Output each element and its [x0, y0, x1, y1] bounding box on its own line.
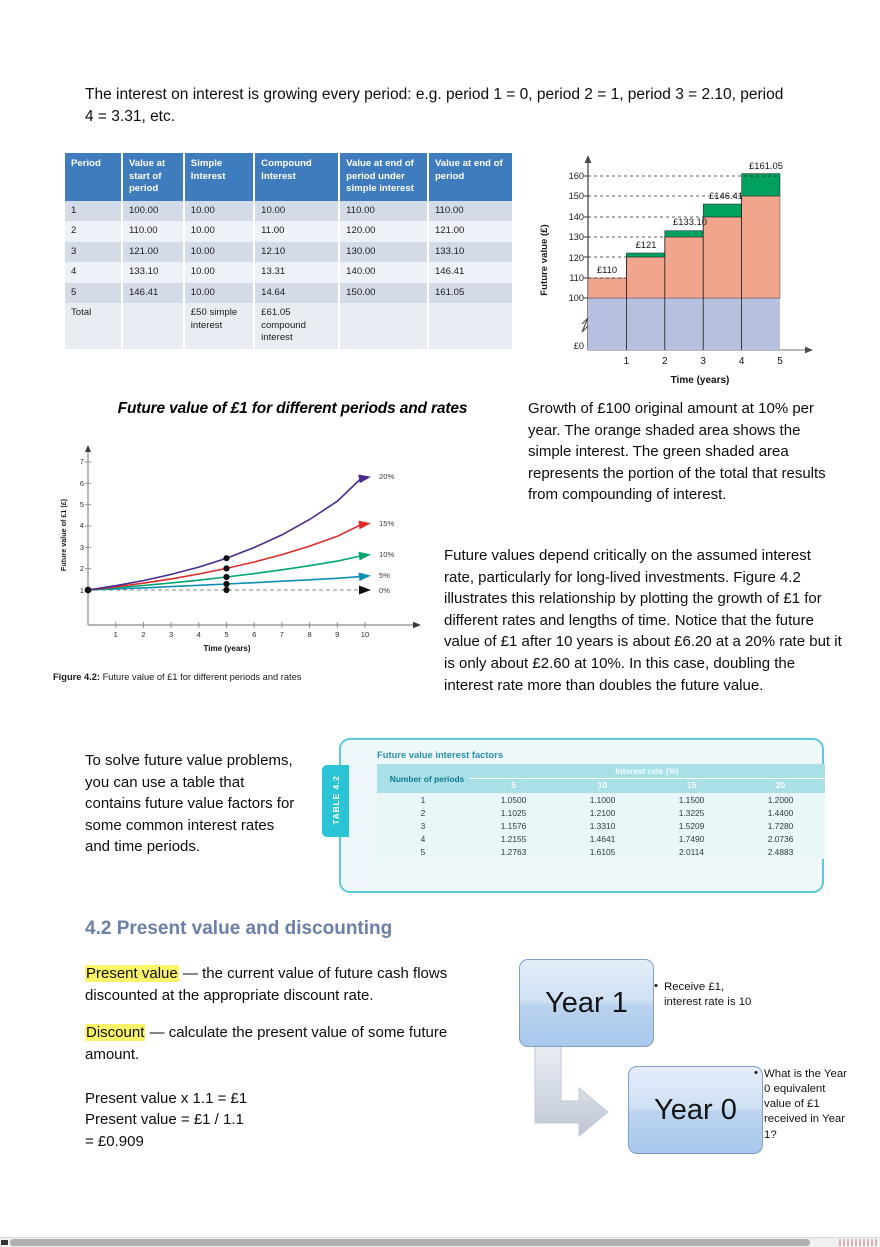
series-label-0: 0% — [379, 586, 390, 595]
cell-factor-15: 1.5209 — [647, 819, 736, 832]
line-chart-title: Future value of £1 for different periods and rates — [117, 400, 468, 417]
cell-total-blank1 — [122, 303, 184, 348]
definition-present-value — [85, 963, 485, 1007]
svg-text:3: 3 — [168, 630, 174, 639]
definition-present-value-body: — the current value of future cash flows discounted at the appropriate discount rate. — [85, 965, 448, 1004]
table-4-2-tab — [322, 765, 349, 837]
svg-text:£133.10: £133.10 — [673, 216, 707, 227]
table-4-2-row — [377, 833, 825, 846]
rate-col-15: 15 — [647, 779, 736, 794]
cell-end: 133.10 — [428, 242, 512, 262]
bullet-icon: • — [754, 1067, 758, 1079]
svg-text:£161.05: £161.05 — [749, 160, 783, 171]
cell-factor-5: 1.1576 — [469, 819, 558, 832]
cell-periods: 4 — [377, 833, 469, 846]
svg-text:2: 2 — [141, 630, 146, 639]
table-header-row — [65, 153, 512, 201]
cell-total-blank3 — [428, 303, 512, 348]
section-heading: 4.2 Present value and discounting — [85, 918, 393, 939]
svg-text:£0: £0 — [573, 341, 584, 351]
cell-value-start: 100.00 — [122, 201, 184, 221]
col-header-value-end-simple: Value at end of period under simple interest — [339, 153, 428, 201]
series-label-15: 15% — [379, 519, 395, 528]
cell-periods: 5 — [377, 846, 469, 859]
cell-total-blank2 — [339, 303, 428, 348]
cell-end-simple: 150.00 — [339, 283, 428, 303]
series-label-20: 20% — [379, 472, 395, 481]
svg-text:3: 3 — [79, 543, 84, 552]
cell-periods: 3 — [377, 819, 469, 832]
bullet-icon: • — [654, 980, 658, 992]
term-present-value: Present value — [86, 965, 178, 982]
rate-col-5: 5 — [469, 779, 558, 794]
svg-text:130: 130 — [568, 232, 584, 242]
cell-period: 5 — [65, 283, 122, 303]
table-4-2-title: Future value interest factors — [377, 749, 504, 760]
year-1-box: Year 1 — [519, 959, 654, 1047]
rate-col-20: 20 — [736, 779, 825, 794]
cell-simple: 10.00 — [184, 242, 254, 262]
svg-text:100: 100 — [568, 293, 584, 303]
cell-factor-5: 1.2155 — [469, 833, 558, 846]
cell-compound: 10.00 — [254, 201, 339, 221]
col-header-compound-interest: Compound Interest — [254, 153, 339, 201]
calc-line-2: Present value = £1 / 1.1 — [85, 1111, 244, 1129]
svg-text:10: 10 — [360, 630, 370, 639]
table-4-2-row — [377, 793, 825, 806]
table-4-2-tab-label: TABLE 4.2 — [331, 775, 341, 825]
svg-text:6: 6 — [252, 630, 257, 639]
table-row — [65, 201, 512, 221]
svg-text:4: 4 — [79, 521, 84, 530]
present-value-calculation — [85, 1088, 415, 1152]
cell-factor-15: 1.3225 — [647, 806, 736, 819]
cell-factor-20: 2.4883 — [736, 846, 825, 859]
cell-end-simple: 130.00 — [339, 242, 428, 262]
svg-text:Time (years): Time (years) — [203, 644, 251, 653]
svg-text:1: 1 — [79, 586, 84, 595]
cell-factor-15: 2.0114 — [647, 846, 736, 859]
cell-value-start: 133.10 — [122, 262, 184, 282]
discount-arrow-icon — [535, 1045, 608, 1136]
cell-compound: 13.31 — [254, 262, 339, 282]
svg-text:4: 4 — [196, 630, 201, 639]
cell-period: 2 — [65, 221, 122, 241]
future-values-paragraph: Future values depend critically on the assumed interest rate, particularly for long-lived investments. Figure 4.2 illustrates this relationship by plotting the growth of £1 for different rates and lengths of time. Notice that the future value of £1 after 10 years is about £6.20 at a 20% rate but it is only about £2.60 at 10%. In this case, doubling the interest rate more than doubles the future value. — [444, 547, 842, 694]
svg-text:7: 7 — [79, 457, 84, 466]
growth-description-paragraph: Growth of £100 original amount at 10% per year. The orange shaded area shows the simple interest. The green shaded area represents the portion of the total that results from compounding of interest. — [528, 400, 826, 504]
cell-end: 121.00 — [428, 221, 512, 241]
rate-col-10: 10 — [558, 779, 647, 794]
svg-text:2: 2 — [79, 564, 84, 573]
col-header-simple-interest: Simple Interest — [184, 153, 254, 201]
cell-period: 3 — [65, 242, 122, 262]
cell-periods: 1 — [377, 793, 469, 806]
definition-discount — [85, 1022, 485, 1066]
cell-total-compound: £61.05 compound interest — [254, 303, 339, 348]
svg-text:1: 1 — [113, 630, 118, 639]
table-total-row — [65, 303, 512, 348]
svg-text:5: 5 — [777, 356, 783, 367]
svg-text:£121: £121 — [635, 239, 657, 250]
cell-factor-20: 2.0736 — [736, 833, 825, 846]
cell-factor-10: 1.6105 — [558, 846, 647, 859]
figure-caption-label: Figure 4.2: — [53, 672, 101, 682]
year-discounting-diagram — [500, 945, 860, 1175]
series-label-10: 10% — [379, 550, 395, 559]
calc-line-1: Present value x 1.1 = £1 — [85, 1090, 248, 1107]
cell-factor-10: 1.1000 — [558, 793, 647, 806]
year-0-box: Year 0 — [628, 1066, 763, 1154]
cell-simple: 10.00 — [184, 283, 254, 303]
stacked-bar-chart — [530, 152, 830, 392]
cell-value-start: 121.00 — [122, 242, 184, 262]
cell-factor-15: 1.7490 — [647, 833, 736, 846]
svg-text:160: 160 — [568, 171, 584, 181]
calc-line-3: = £0.909 — [85, 1132, 144, 1150]
col-header-period: Period — [65, 153, 122, 201]
table-4-2-row — [377, 806, 825, 819]
col-header-value-start: Value at start of period — [122, 153, 184, 201]
row-header-number-of-periods: Number of periods — [377, 764, 469, 793]
cell-simple: 10.00 — [184, 262, 254, 282]
series-label-5: 5% — [379, 571, 390, 580]
svg-text:1: 1 — [623, 356, 630, 367]
svg-text:5: 5 — [224, 630, 229, 639]
table-4-2-group-header-row — [377, 764, 825, 779]
cell-compound: 14.64 — [254, 283, 339, 303]
svg-text:Future value (£): Future value (£) — [539, 224, 550, 296]
svg-text:8: 8 — [307, 630, 312, 639]
solve-future-value-paragraph: To solve future value problems, you can use a table that contains future value factors for some common interest rates and time periods. — [85, 752, 295, 856]
term-discount: Discount — [86, 1024, 145, 1041]
intro-paragraph: The interest on interest is growing every period: e.g. period 1 = 0, period 2 = 1, period 3 = 2.10, period 4 = 3.31, etc. — [85, 86, 784, 125]
svg-text:£110: £110 — [596, 264, 618, 275]
table-row — [65, 242, 512, 262]
cell-factor-15: 1.1500 — [647, 793, 736, 806]
table-4-2-row — [377, 846, 825, 859]
future-value-line-chart — [55, 440, 475, 660]
cell-end: 110.00 — [428, 201, 512, 221]
table-row — [65, 221, 512, 241]
svg-text:3: 3 — [700, 356, 706, 367]
cell-factor-5: 1.1025 — [469, 806, 558, 819]
cell-value-start: 110.00 — [122, 221, 184, 241]
cell-end-simple: 140.00 — [339, 262, 428, 282]
scroll-left-arrow[interactable] — [1, 1240, 8, 1245]
cell-end-simple: 110.00 — [339, 201, 428, 221]
svg-text:150: 150 — [568, 191, 584, 201]
table-4-2-card — [322, 738, 824, 896]
col-header-value-end: Value at end of period — [428, 153, 512, 201]
svg-text:9: 9 — [335, 630, 340, 639]
cell-factor-20: 1.4400 — [736, 806, 825, 819]
future-value-interest-factors-table — [377, 764, 825, 859]
cell-factor-5: 1.0500 — [469, 793, 558, 806]
scroll-right-region[interactable] — [839, 1239, 879, 1246]
year-0-bullet-text: What is the Year 0 equivalent value of £1 received in Year 1? — [764, 1068, 847, 1141]
svg-text:Future value of £1 (£): Future value of £1 (£) — [59, 498, 68, 572]
figure-caption — [53, 672, 383, 682]
year-1-bullet — [654, 980, 758, 1010]
cell-factor-10: 1.3310 — [558, 819, 647, 832]
svg-text:110: 110 — [569, 273, 584, 283]
group-header-interest-rate: Interest rate (%) — [469, 764, 825, 779]
cell-periods: 2 — [377, 806, 469, 819]
interest-comparison-table — [65, 153, 512, 349]
svg-text:£146.41: £146.41 — [709, 190, 743, 201]
cell-factor-5: 1.2763 — [469, 846, 558, 859]
cell-end: 146.41 — [428, 262, 512, 282]
cell-end: 161.05 — [428, 283, 512, 303]
cell-compound: 11.00 — [254, 221, 339, 241]
cell-period: 1 — [65, 201, 122, 221]
cell-simple: 10.00 — [184, 201, 254, 221]
svg-text:120: 120 — [568, 253, 584, 263]
svg-text:2: 2 — [662, 356, 668, 367]
year-0-bullet — [754, 1067, 852, 1143]
svg-text:5: 5 — [79, 500, 84, 509]
definition-discount-body: — calculate the present value of some future amount. — [85, 1024, 448, 1063]
year-1-bullet-text: Receive £1, interest rate is 10 — [664, 981, 752, 1009]
cell-factor-20: 1.2000 — [736, 793, 825, 806]
table-4-2-panel — [339, 738, 824, 893]
svg-text:6: 6 — [79, 479, 84, 488]
cell-end-simple: 120.00 — [339, 221, 428, 241]
horizontal-scrollbar[interactable] — [0, 1237, 880, 1247]
cell-simple: 10.00 — [184, 221, 254, 241]
svg-text:Time (years): Time (years) — [670, 375, 730, 386]
cell-period: 4 — [65, 262, 122, 282]
svg-text:4: 4 — [738, 356, 745, 367]
table-4-2-row — [377, 819, 825, 832]
scrollbar-thumb[interactable] — [10, 1239, 810, 1246]
svg-text:7: 7 — [279, 630, 285, 639]
svg-text:140: 140 — [568, 212, 584, 222]
table-row — [65, 283, 512, 303]
cell-factor-20: 1.7280 — [736, 819, 825, 832]
cell-total-label: Total — [65, 303, 122, 348]
cell-factor-10: 1.2100 — [558, 806, 647, 819]
cell-compound: 12.10 — [254, 242, 339, 262]
cell-factor-10: 1.4641 — [558, 833, 647, 846]
figure-caption-text: Future value of £1 for different periods and rates — [102, 672, 302, 682]
cell-value-start: 146.41 — [122, 283, 184, 303]
cell-total-simple: £50 simple interest — [184, 303, 254, 348]
table-row — [65, 262, 512, 282]
